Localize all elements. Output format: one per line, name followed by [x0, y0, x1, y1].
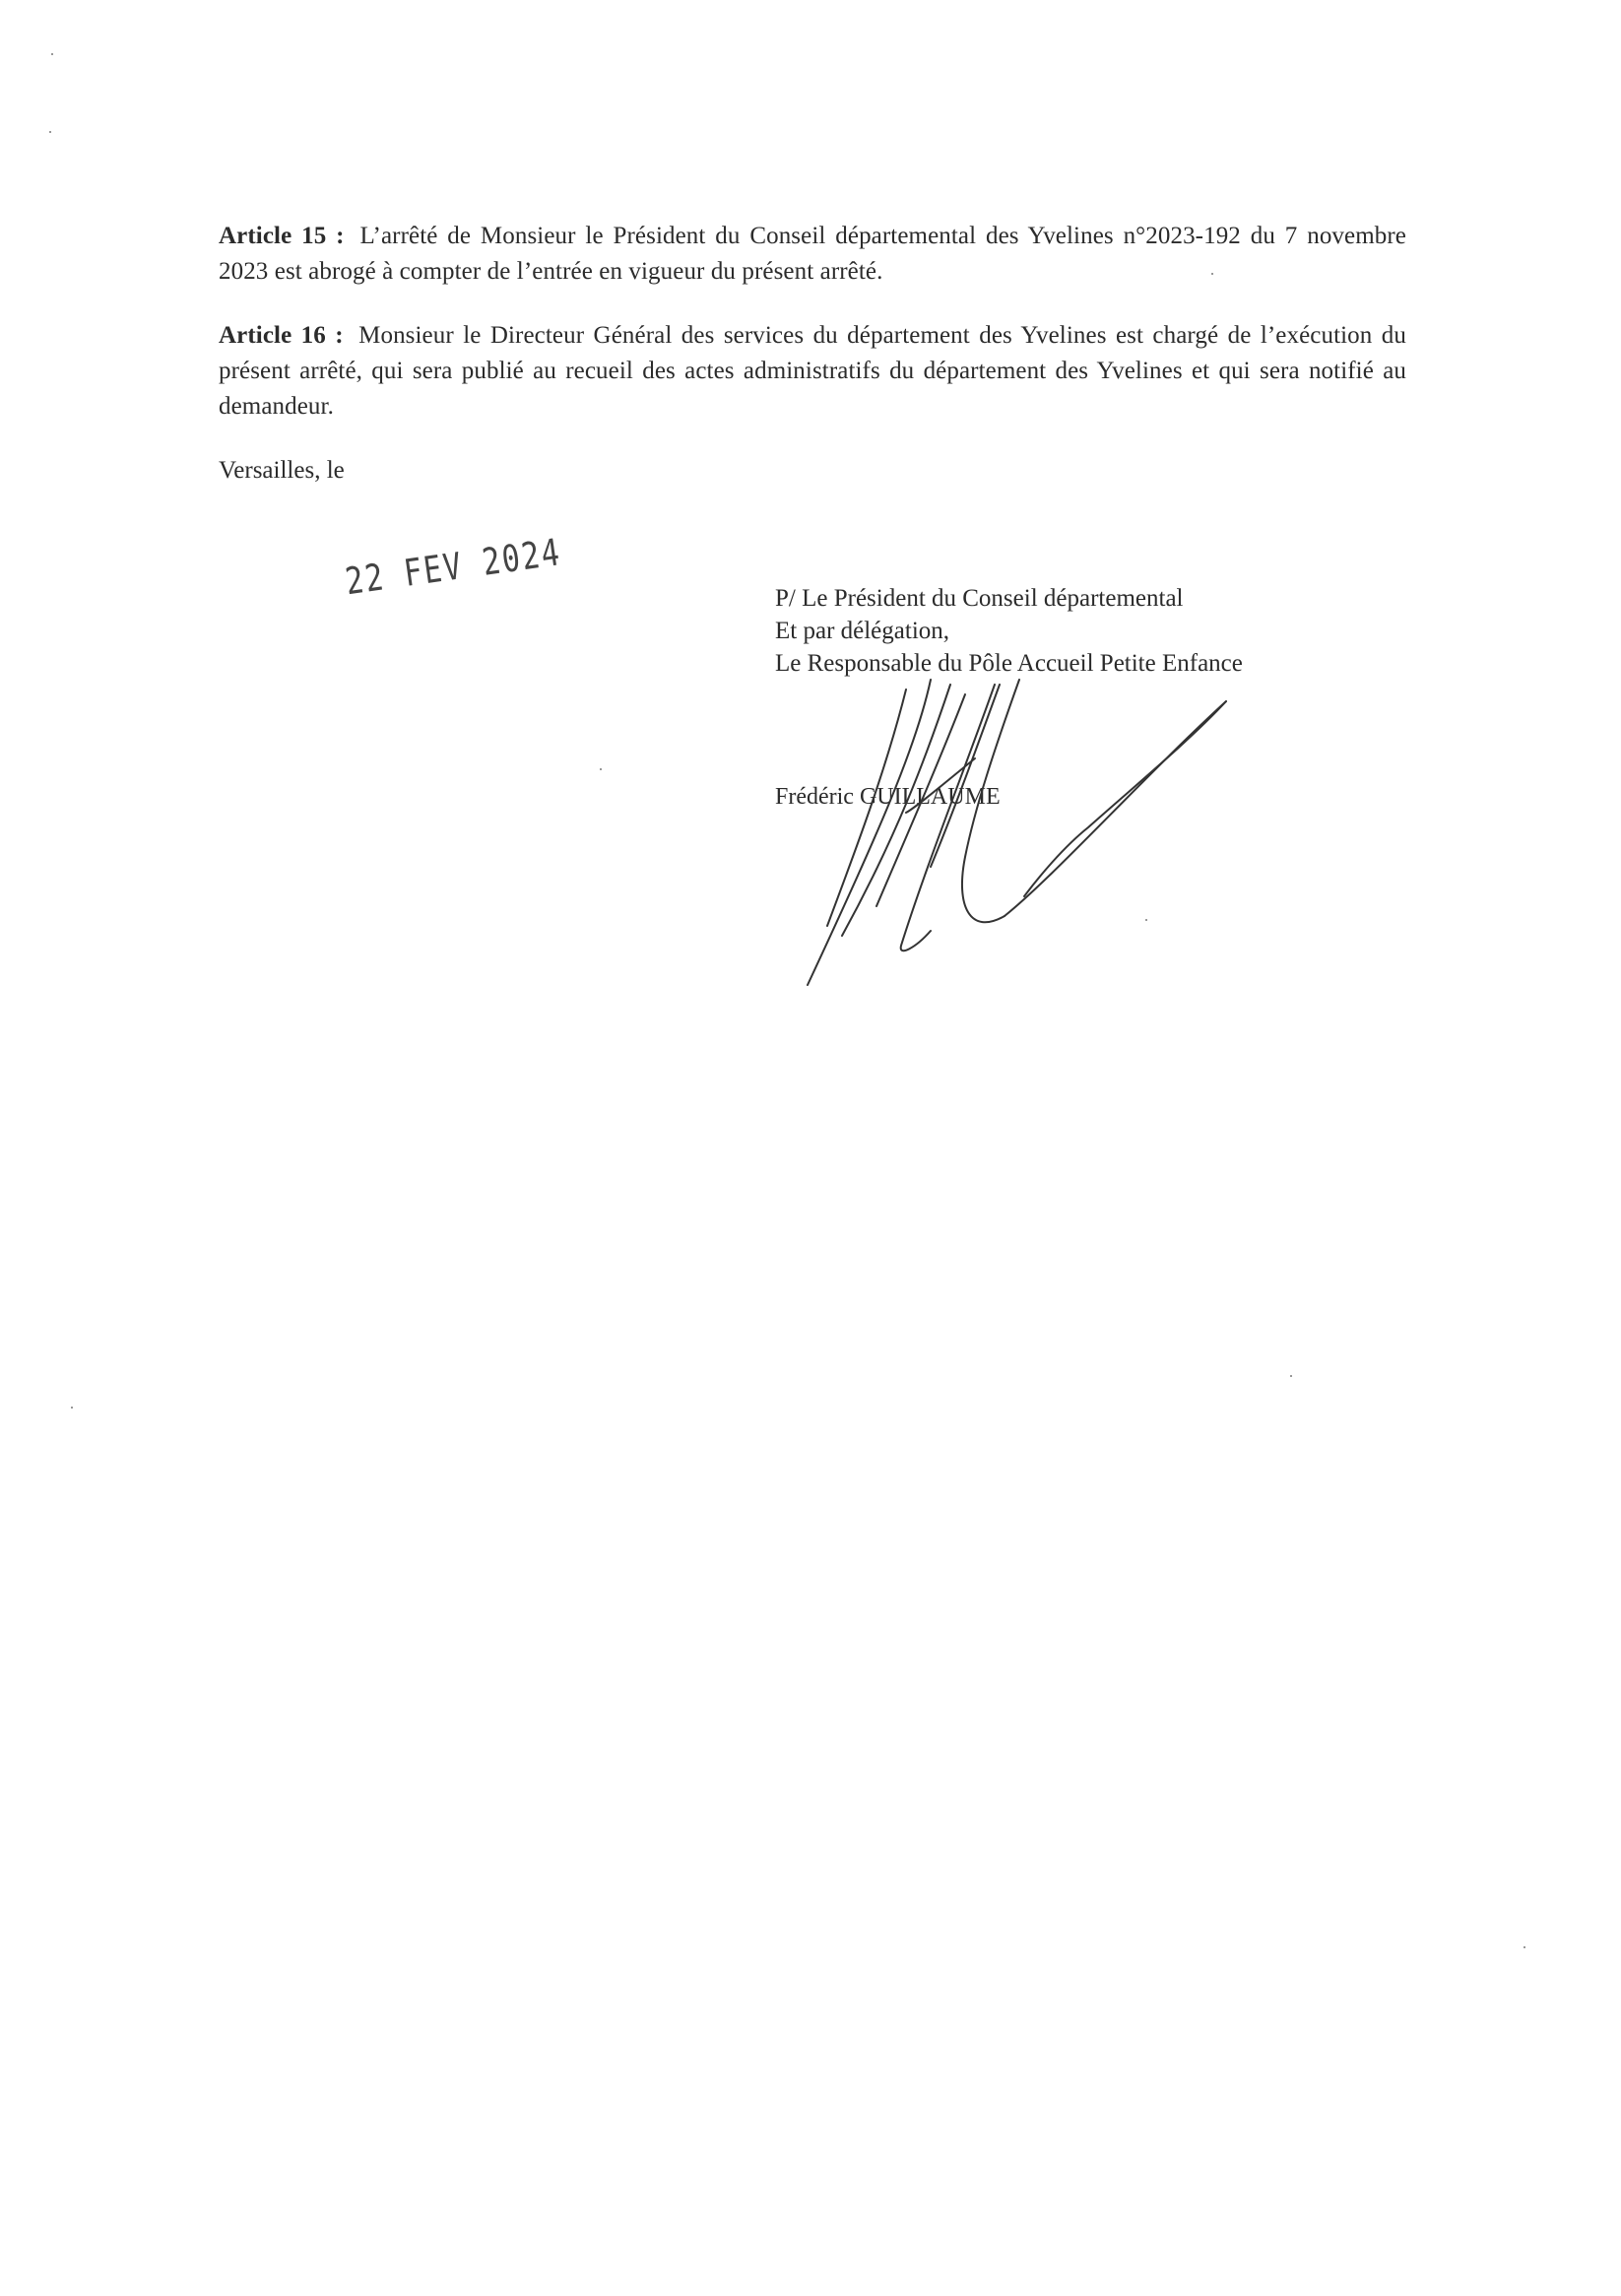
scan-speck	[49, 131, 51, 133]
date-stamp: 22 FEV 2024	[343, 531, 564, 605]
scan-speck	[600, 768, 602, 770]
article-15	[219, 219, 1406, 290]
article-16-label: Article 16 :	[219, 322, 344, 349]
signatory-name: Frédéric GUILLAUME	[775, 784, 1001, 810]
scan-speck	[1145, 919, 1147, 921]
article-16	[219, 318, 1406, 425]
scan-speck	[1290, 1375, 1292, 1377]
scan-speck	[51, 53, 53, 55]
handwritten-signature	[768, 640, 1320, 995]
scan-speck	[1524, 1946, 1525, 1948]
scan-speck	[1211, 273, 1213, 275]
article-15-text: L’arrêté de Monsieur le Président du Conseil départemental des Yvelines n°2023-192 du 7 novembre 2023 est abrogé à compter de l’entrée en vigueur du présent arrêté.	[219, 223, 1406, 285]
signature-block-line-1: P/ Le Président du Conseil départemental	[775, 585, 1184, 612]
article-16-text: Monsieur le Directeur Général des services du département des Yvelines est chargé de l’exécution du présent arrêté, qui sera publié au recueil des actes administratifs du département des Yvelines et qui sera notifié au demandeur.	[219, 322, 1406, 420]
scan-speck	[71, 1407, 73, 1409]
place-and-date-line: Versailles, le	[219, 457, 345, 484]
article-15-label: Article 15 :	[219, 223, 345, 249]
signature-block-line-3: Le Responsable du Pôle Accueil Petite Enfance	[775, 650, 1243, 677]
signature-block-line-2: Et par délégation,	[775, 618, 950, 644]
